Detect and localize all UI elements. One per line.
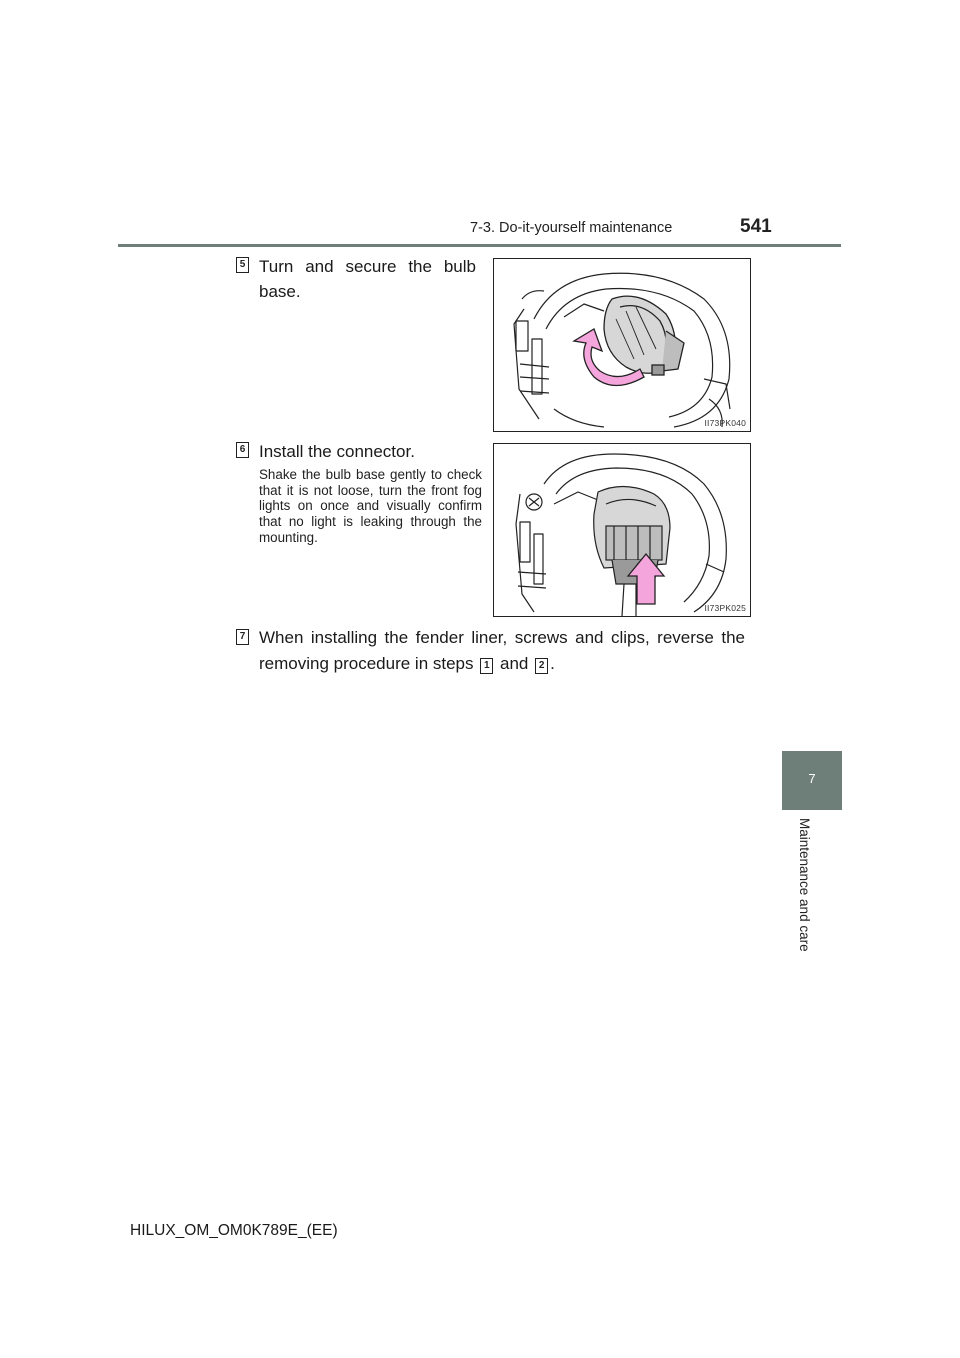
step-ref-badge-1: 1 [480, 658, 493, 674]
step-badge-6: 6 [236, 442, 249, 458]
step-7-text-and: and [499, 654, 529, 673]
chapter-number: 7 [808, 771, 816, 786]
step-badge-7: 7 [236, 629, 249, 645]
bulb-base-illustration [494, 259, 750, 431]
step-5-text: Turn and secure the bulb base. [259, 257, 476, 301]
step-ref-badge-2: 2 [535, 658, 548, 674]
step-6-note: Shake the bulb base gently to check that it is not loose, turn the front fog lights on once and visually confirm that no light is leaking through the mounting. [259, 467, 482, 545]
document-id: HILUX_OM_OM0K789E_(EE) [130, 1222, 338, 1239]
step-7-text-line-2 [259, 651, 745, 676]
step-7-text-line-1: When installing the fender liner, screws and clips, reverse the [259, 628, 745, 647]
chapter-title: Maintenance and care [797, 818, 812, 952]
page-number: 541 [740, 216, 772, 237]
section-title: 7-3. Do-it-yourself maintenance [470, 220, 673, 236]
connector-illustration [494, 444, 750, 616]
step-6-text: Install the connector. [259, 442, 415, 461]
figure-turn-bulb-base [493, 258, 751, 432]
figure-code: II73PK040 [704, 418, 746, 428]
figure-install-connector [493, 443, 751, 617]
step-7-text-end: . [550, 654, 555, 673]
header-divider [118, 244, 841, 247]
figure-code: II73PK025 [704, 603, 746, 613]
step-badge-5: 5 [236, 257, 249, 273]
step-7-text-before: removing procedure in steps [259, 654, 474, 673]
chapter-tab [782, 751, 842, 810]
